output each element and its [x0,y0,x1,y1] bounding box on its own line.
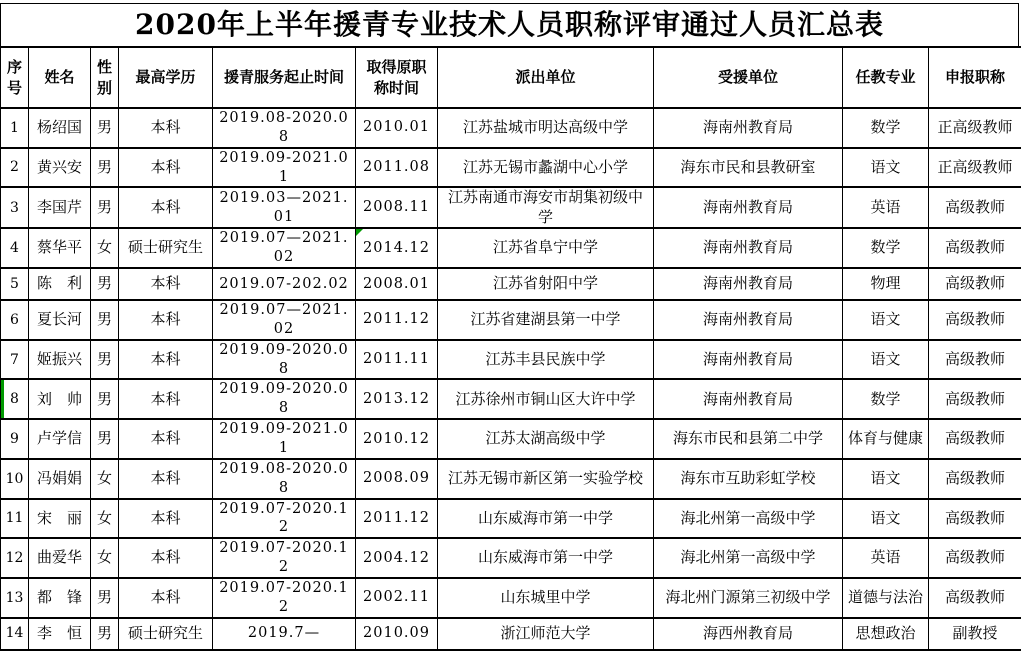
table-cell: 13 [1,578,29,618]
table-cell: 海南州教育局 [654,379,843,419]
table-cell: 海南州教育局 [654,340,843,380]
table-cell: 山东威海市第一中学 [438,538,654,578]
table-cell: 语文 [843,340,929,380]
table-cell: 2019.09-2020.08 [213,340,356,380]
table-cell: 浙江师范大学 [438,618,654,650]
header-row [1,47,1021,108]
table-cell: 高级教师 [929,459,1021,499]
table-cell: 3 [1,187,29,228]
table-cell: 高级教师 [929,419,1021,459]
table-cell: 本科 [119,419,213,459]
table-cell: 江苏省阜宁中学 [438,228,654,268]
table-cell: 2019.03—2021.01 [213,187,356,228]
table-row [1,618,1021,650]
table-cell: 高级教师 [929,300,1021,340]
table-cell: 硕士研究生 [119,228,213,268]
table-cell: 海北州门源第三初级中学 [654,578,843,618]
table-cell: 6 [1,300,29,340]
table-cell: 4 [1,228,29,268]
table-cell: 2019.07-2020.12 [213,578,356,618]
table-cell: 海东市互助彩虹学校 [654,459,843,499]
table-cell: 海南州教育局 [654,268,843,300]
table-cell: 本科 [119,108,213,148]
table-cell: 女 [91,228,119,268]
table-cell: 山东威海市第一中学 [438,499,654,539]
table-body [1,108,1021,650]
table-cell: 2019.08-2020.08 [213,108,356,148]
table-cell: 本科 [119,578,213,618]
table-cell: 2019.09-2020.08 [213,379,356,419]
table-cell: 英语 [843,538,929,578]
table-cell: 姬振兴 [29,340,91,380]
table-cell: 10 [1,459,29,499]
header-cell: 申报职称 [929,47,1021,108]
table-row [1,538,1021,578]
table-cell: 高级教师 [929,228,1021,268]
table-row [1,268,1021,300]
table-cell: 男 [91,300,119,340]
header-cell: 任教专业 [843,47,929,108]
table-cell: 男 [91,340,119,380]
table-cell: 9 [1,419,29,459]
table-cell: 海西州教育局 [654,618,843,650]
table-cell: 海北州第一高级中学 [654,538,843,578]
header-cell: 取得原职称时间 [356,47,438,108]
table-row [1,148,1021,188]
table-cell: 江苏南通市海安市胡集初级中学 [438,187,654,228]
table-cell: 2004.12 [356,538,438,578]
table-cell: 高级教师 [929,187,1021,228]
table-cell: 女 [91,538,119,578]
table-cell: 2013.12 [356,379,438,419]
table-cell: 高级教师 [929,379,1021,419]
table-cell: 山东城里中学 [438,578,654,618]
table-cell: 语文 [843,459,929,499]
table-row [1,228,1021,268]
table-cell: 正高级教师 [929,108,1021,148]
table-cell: 杨绍国 [29,108,91,148]
table-cell: 女 [91,499,119,539]
table-cell: 思想政治 [843,618,929,650]
table-cell: 海东市民和县第二中学 [654,419,843,459]
table-cell: 副教授 [929,618,1021,650]
table-cell: 2011.12 [356,300,438,340]
header-cell: 派出单位 [438,47,654,108]
table-cell: 高级教师 [929,340,1021,380]
table-cell: 都 锋 [29,578,91,618]
document-page [0,3,1019,651]
table-cell: 夏长河 [29,300,91,340]
table-cell: 江苏无锡市新区第一实验学校 [438,459,654,499]
table-cell: 2019.08-2020.08 [213,459,356,499]
table-cell: 本科 [119,459,213,499]
table-cell: 2019.07-2020.12 [213,538,356,578]
table-cell: 刘 帅 [29,379,91,419]
table-cell: 2019.07—2021.02 [213,300,356,340]
table-cell: 江苏无锡市蠡湖中心小学 [438,148,654,188]
table-row [1,187,1021,228]
table-cell: 2011.08 [356,148,438,188]
error-indicator-triangle-icon [356,229,363,236]
table-cell: 英语 [843,187,929,228]
table-cell: 语文 [843,148,929,188]
table-cell: 海东市民和县教研室 [654,148,843,188]
table-row [1,340,1021,380]
table-cell: 2019.09-2021.01 [213,148,356,188]
header-cell: 受援单位 [654,47,843,108]
summary-table [0,46,1021,651]
header-cell: 最高学历 [119,47,213,108]
table-cell: 8 [1,379,29,419]
table-cell: 高级教师 [929,268,1021,300]
page-title: 2020年上半年援青专业技术人员职称评审通过人员汇总表 [0,3,1019,46]
table-cell: 宋 丽 [29,499,91,539]
table-cell: 江苏盐城市明达高级中学 [438,108,654,148]
table-cell: 2010.09 [356,618,438,650]
table-cell: 黄兴安 [29,148,91,188]
table-cell: 7 [1,340,29,380]
table-cell: 体育与健康 [843,419,929,459]
table-cell: 2019.7— [213,618,356,650]
table-row [1,300,1021,340]
table-cell: 本科 [119,148,213,188]
table-cell: 江苏太湖高级中学 [438,419,654,459]
table-cell: 男 [91,618,119,650]
table-cell: 江苏省射阳中学 [438,268,654,300]
table-cell: 道德与法治 [843,578,929,618]
table-cell: 高级教师 [929,578,1021,618]
table-cell: 2019.07-202.02 [213,268,356,300]
table-cell: 2002.11 [356,578,438,618]
table-cell: 正高级教师 [929,148,1021,188]
table-cell: 李 恒 [29,618,91,650]
table-cell: 2019.07—2021.02 [213,228,356,268]
table-cell: 2019.09-2021.01 [213,419,356,459]
table-cell: 江苏徐州市铜山区大许中学 [438,379,654,419]
header-cell: 序号 [1,47,29,108]
table-cell: 曲爱华 [29,538,91,578]
table-cell: 海南州教育局 [654,300,843,340]
table-row [1,419,1021,459]
table-cell: 女 [91,459,119,499]
table-cell: 陈 利 [29,268,91,300]
table-cell: 本科 [119,379,213,419]
header-cell: 性别 [91,47,119,108]
table-cell: 江苏丰县民族中学 [438,340,654,380]
table-cell: 男 [91,419,119,459]
table-cell: 海南州教育局 [654,108,843,148]
table-cell: 语文 [843,300,929,340]
table-cell: 2011.11 [356,340,438,380]
table-cell: 2008.11 [356,187,438,228]
table-cell: 本科 [119,499,213,539]
table-cell: 卢学信 [29,419,91,459]
table-cell: 2008.09 [356,459,438,499]
table-row [1,379,1021,419]
table-cell: 男 [91,187,119,228]
table-cell: 高级教师 [929,538,1021,578]
header-cell: 援青服务起止时间 [213,47,356,108]
table-cell: 5 [1,268,29,300]
table-cell: 物理 [843,268,929,300]
table-cell: 海南州教育局 [654,187,843,228]
table-cell: 海南州教育局 [654,228,843,268]
table-row [1,459,1021,499]
table-cell: 2014.12 [356,228,438,268]
table-cell: 本科 [119,300,213,340]
table-cell: 男 [91,379,119,419]
table-cell: 海北州第一高级中学 [654,499,843,539]
header-cell: 姓名 [29,47,91,108]
table-cell: 2010.01 [356,108,438,148]
table-cell: 本科 [119,340,213,380]
table-cell: 硕士研究生 [119,618,213,650]
table-cell: 2008.01 [356,268,438,300]
table-cell: 数学 [843,379,929,419]
table-cell: 14 [1,618,29,650]
table-cell: 语文 [843,499,929,539]
table-cell: 2011.12 [356,499,438,539]
table-cell: 江苏省建湖县第一中学 [438,300,654,340]
table-cell: 数学 [843,228,929,268]
table-cell: 男 [91,578,119,618]
table-cell: 男 [91,148,119,188]
table-cell: 11 [1,499,29,539]
table-cell: 2 [1,148,29,188]
table-cell: 男 [91,268,119,300]
table-cell: 蔡华平 [29,228,91,268]
table-cell: 数学 [843,108,929,148]
table-row [1,499,1021,539]
table-cell: 李国芹 [29,187,91,228]
table-cell: 高级教师 [929,499,1021,539]
table-cell: 本科 [119,268,213,300]
table-cell: 男 [91,108,119,148]
table-cell: 本科 [119,187,213,228]
table-cell: 1 [1,108,29,148]
table-cell: 2010.12 [356,419,438,459]
table-cell: 本科 [119,538,213,578]
table-cell: 冯娟娟 [29,459,91,499]
table-row [1,108,1021,148]
table-cell: 2019.07-2020.12 [213,499,356,539]
table-cell: 12 [1,538,29,578]
